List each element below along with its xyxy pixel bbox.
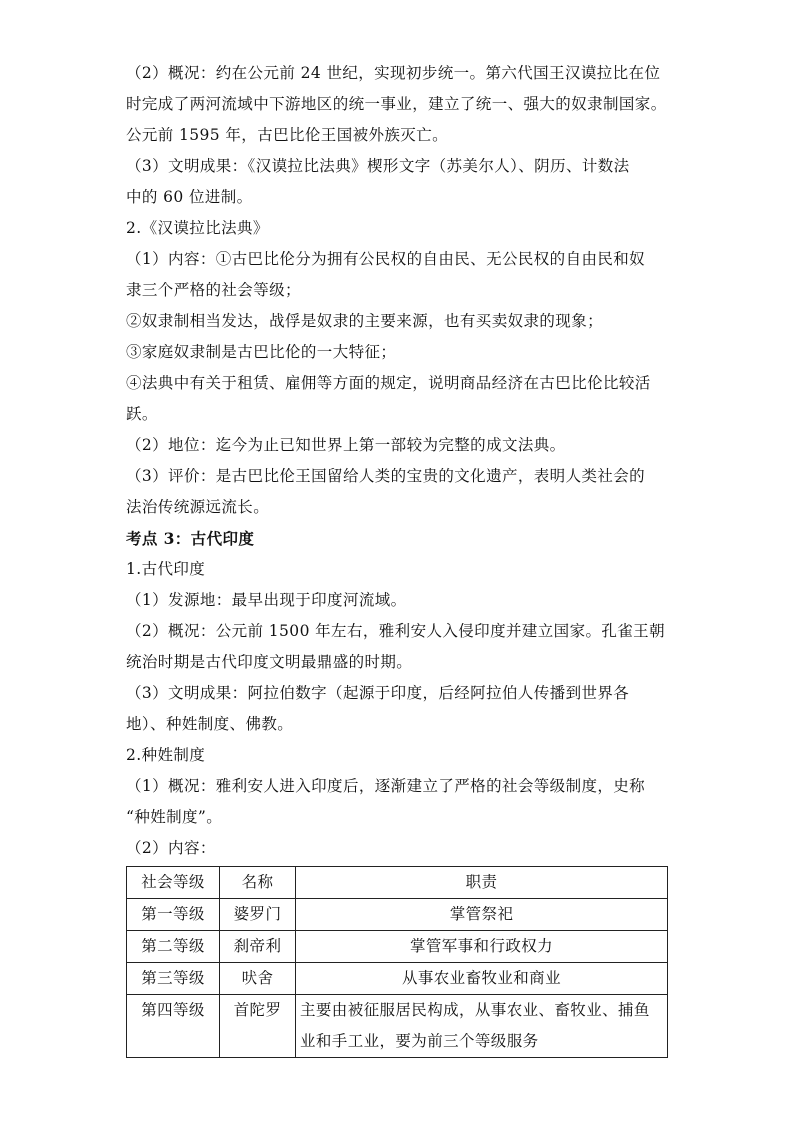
- text-line: （3）评价：是古巴比伦王国留给人类的宝贵的文化遗产，表明人类社会的: [126, 467, 646, 485]
- cell-name: 首陀罗: [233, 1001, 282, 1019]
- table-cell: [220, 963, 296, 995]
- text-line: （3）文明成果：《汉谟拉比法典》楔形文字（苏美尔人）、阴历、计数法: [126, 157, 630, 175]
- cell-rank: 第二等级: [141, 937, 205, 955]
- text-line: （1）发源地：最早出现于印度河流域。: [126, 591, 407, 609]
- table-row: [127, 963, 668, 995]
- cell-rank: 第一等级: [141, 905, 205, 923]
- cell-duty: 掌管祭祀: [449, 905, 514, 923]
- table-row: [127, 899, 668, 931]
- table-cell: [296, 963, 668, 995]
- table-row: [127, 995, 668, 1058]
- table-header-cell: [127, 867, 220, 899]
- section-heading: 1.古代印度: [126, 560, 206, 578]
- caste-table: [126, 866, 668, 1058]
- text-line: 隶三个严格的社会等级；: [126, 281, 301, 299]
- table-cell: [127, 963, 220, 995]
- text-line: ③家庭奴隶制是古巴比伦的一大特征；: [126, 343, 397, 361]
- cell-name: 婆罗门: [233, 905, 282, 923]
- cell-duty: 从事农业畜牧业和商业: [401, 969, 561, 987]
- text-line: 公元前 1595 年，古巴比伦王国被外族灭亡。: [126, 126, 449, 144]
- table-cell: [220, 995, 296, 1058]
- text-line: （1）概况：雅利安人进入印度后，逐渐建立了严格的社会等级制度，史称: [126, 777, 646, 795]
- header-duty: 职责: [465, 873, 498, 891]
- cell-duty: 掌管军事和行政权力: [409, 937, 554, 955]
- text-line: 统治时期是古代印度文明最鼎盛的时期。: [126, 653, 413, 671]
- table-cell: [296, 931, 668, 963]
- table-header-cell: [296, 867, 668, 899]
- header-rank: 社会等级: [141, 873, 205, 891]
- text-line: 法治传统源远流长。: [126, 498, 270, 516]
- table-cell: [127, 899, 220, 931]
- cell-rank: 第三等级: [141, 969, 205, 987]
- text-line: ②奴隶制相当发达，战俘是奴隶的主要来源，也有买卖奴隶的现象；: [126, 312, 604, 330]
- table-cell: [296, 899, 668, 931]
- header-name: 名称: [241, 873, 274, 891]
- table-cell: [220, 931, 296, 963]
- text-line: 跃。: [126, 405, 158, 423]
- table-cell: [127, 995, 220, 1058]
- text-line: （2）概况：公元前 1500 年左右，雅利安人入侵印度并建立国家。孔雀王朝: [126, 622, 665, 640]
- cell-rank: 第四等级: [141, 1001, 205, 1019]
- text-line: （2）概况：约在公元前 24 世纪，实现初步统一。第六代国王汉谟拉比在位: [126, 64, 661, 82]
- cell-name: 吠舍: [241, 969, 274, 987]
- section-heading: 2.《汉谟拉比法典》: [126, 219, 269, 237]
- table-header-row: [127, 867, 668, 899]
- cell-duty: 主要由被征服居民构成，从事农业、畜牧业、捕鱼业和手工业，要为前三个等级服务: [300, 1001, 650, 1050]
- text-line: （2）地位：迄今为止已知世界上第一部较为完整的成文法典。: [126, 436, 566, 454]
- table-cell: [296, 995, 668, 1058]
- table-header-cell: [220, 867, 296, 899]
- text-line: （3）文明成果：阿拉伯数字（起源于印度，后经阿拉伯人传播到世界各: [126, 684, 630, 702]
- document-body: [126, 58, 668, 1058]
- cell-name: 刹帝利: [233, 937, 282, 955]
- table-cell: [220, 899, 296, 931]
- text-line: “种姓制度”。: [126, 808, 223, 826]
- section-heading: 2.种姓制度: [126, 746, 206, 764]
- text-line: （1）内容：①古巴比伦分为拥有公民权的自由民、无公民权的自由民和奴: [126, 250, 646, 268]
- text-line: 地）、种姓制度、佛教。: [126, 715, 294, 733]
- text-line: ④法典中有关于租赁、雇佣等方面的规定，说明商品经济在古巴比伦比较活: [126, 374, 651, 392]
- text-line: 时完成了两河流域中下游地区的统一事业，建立了统一、强大的奴隶制国家。: [126, 95, 667, 113]
- topic-heading: 考点 3：古代印度: [126, 529, 255, 548]
- text-line: （2）内容：: [126, 839, 216, 857]
- table-cell: [127, 931, 220, 963]
- text-line: 中的 60 位进制。: [126, 188, 253, 206]
- table-row: [127, 931, 668, 963]
